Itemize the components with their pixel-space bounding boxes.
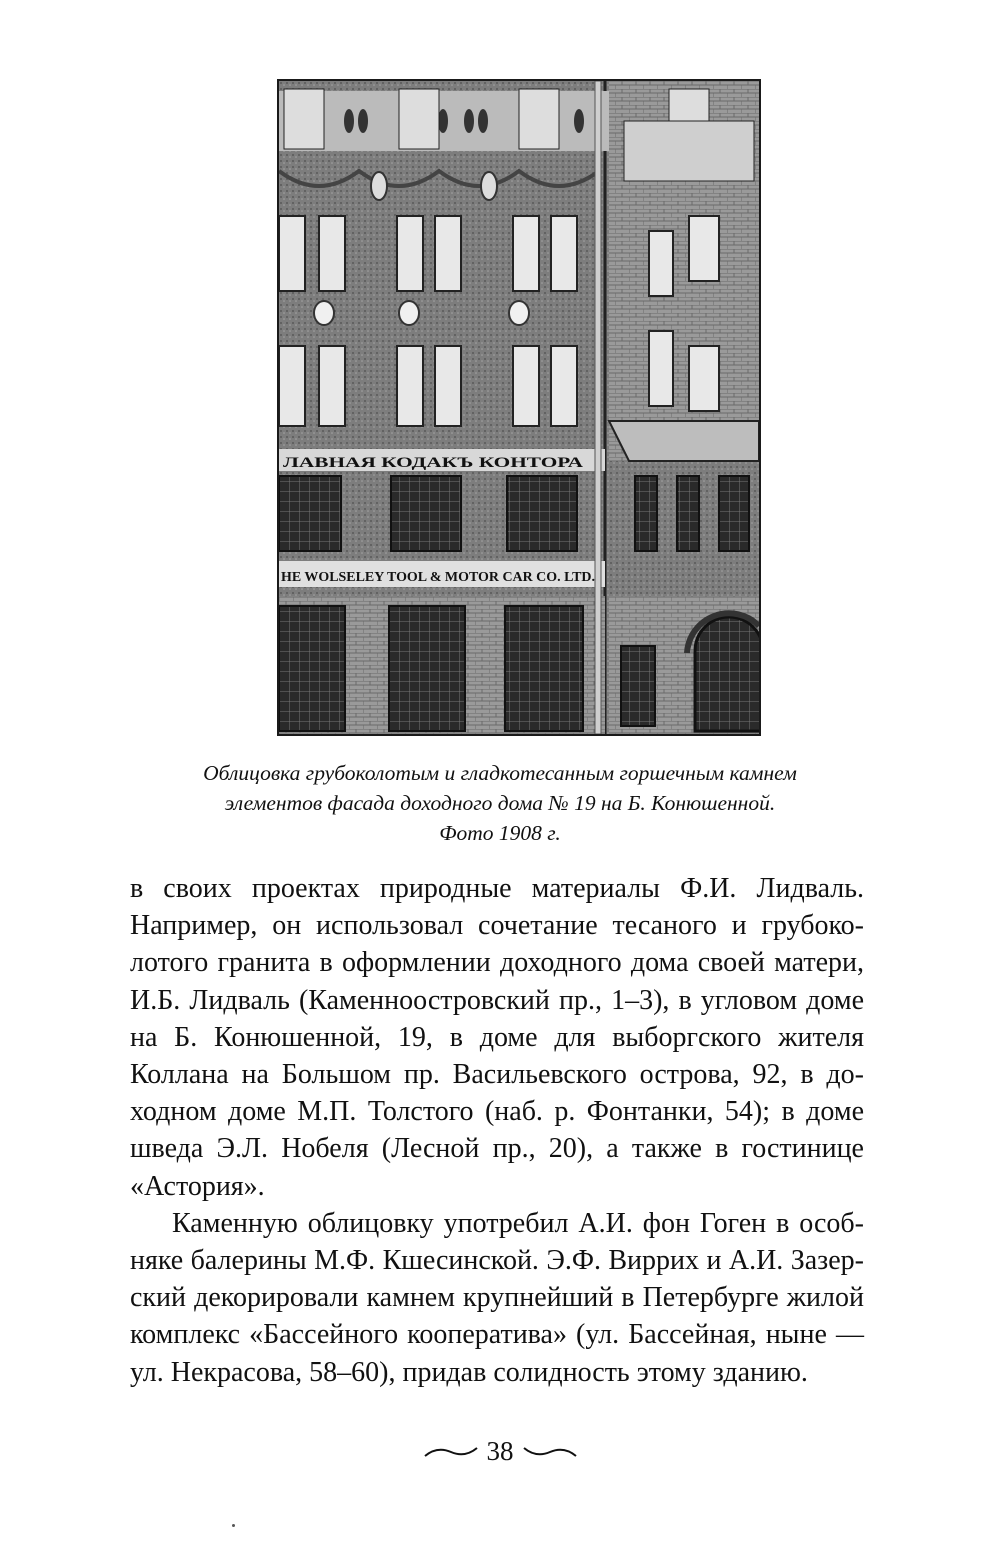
caption-line-2: элементов фасада доходного дома № 19 на Б. Конюшенной. xyxy=(224,791,776,815)
main-text xyxy=(130,870,864,1391)
photo-caption xyxy=(120,758,880,848)
building-facade-photo xyxy=(277,79,761,736)
print-speck xyxy=(232,1524,235,1527)
caption-line-1: Облицовка грубоколотым и гладкотесанным горшечным камнем xyxy=(203,761,797,785)
swash-right-ornament xyxy=(522,1436,578,1466)
paragraph-1: в своих проектах природные материалы Ф.И. Лидваль. Например, он использовал сочетание тесаного и грубоколотого гранита в оформлении доходного дома своей матери, И.Б. Лидваль (Каменноостровский пр., 1–3), в угловом доме на Б. Конюшенной, 19, в доме для выборгского жителя Коллана на Большом пр. Васильевского острова, 92, в доходном доме М.П. Толстого (наб. р. Фонтанки, 54); в доме шведа Э.Л. Нобеля (Лесной пр., 20), а также в гостинице «Астория». xyxy=(130,873,864,1202)
swash-left-ornament xyxy=(423,1436,479,1466)
caption-line-3: Фото 1908 г. xyxy=(439,821,561,845)
paragraph-2: Каменную облицовку употребил А.И. фон Гоген в особняке балерины М.Ф. Кшесинской. Э.Ф. Виррих и А.И. Зазерский декорировали камнем крупнейший в Петербурге жилой комплекс «Бассейного кооператива» (ул. Бассейная, ныне — ул. Некрасова, 58–60), придав солидность этому зданию. xyxy=(130,1207,864,1388)
page-number: 38 xyxy=(486,1435,514,1466)
page-footer xyxy=(0,1433,1000,1466)
photo-sign-kodak: ЛАВНАЯ КОДАКЪ КОНТОРА xyxy=(283,455,584,471)
photo-sign-wolseley: HE WOLSELEY TOOL & MOTOR CAR CO. LTD. xyxy=(281,570,595,585)
facade-illustration xyxy=(279,81,759,734)
